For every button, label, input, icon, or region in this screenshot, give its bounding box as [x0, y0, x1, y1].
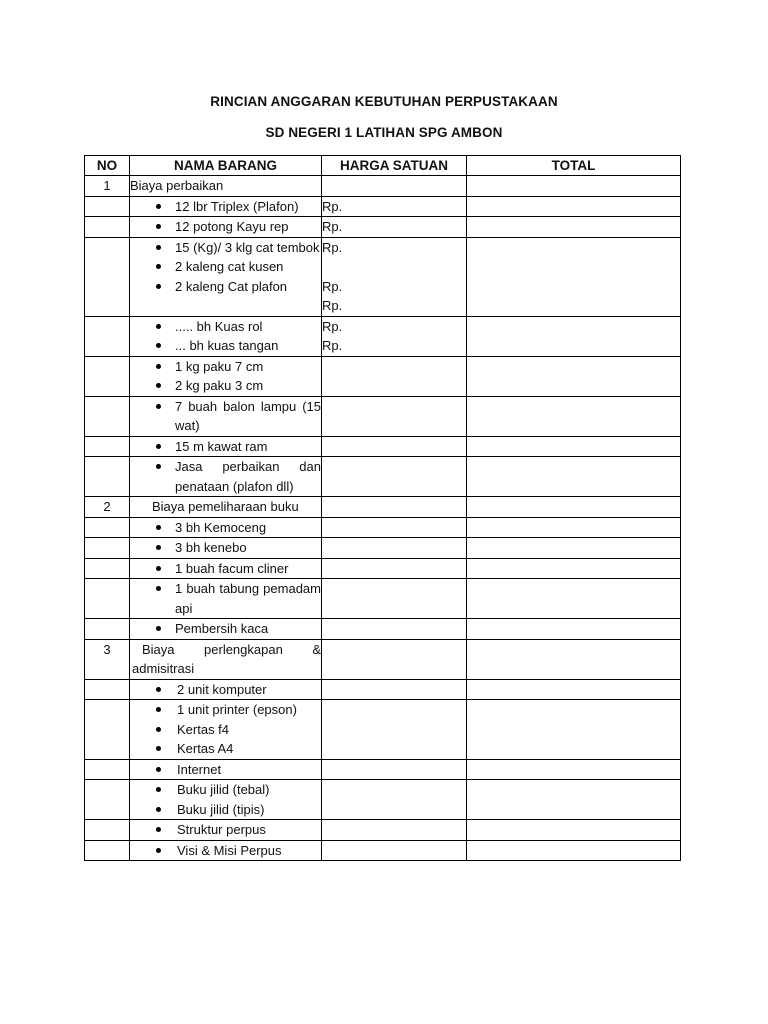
bullet-icon — [156, 264, 161, 269]
list-item: 12 potong Kayu rep — [130, 217, 321, 237]
table-row — [85, 517, 681, 538]
bullet-icon — [156, 324, 161, 329]
list-item: Buku jilid (tipis) — [130, 800, 321, 820]
list-item: 2 kg paku 3 cm — [130, 376, 321, 396]
table-row — [85, 217, 681, 238]
list-item: 15 (Kg)/ 3 klg cat tembok — [130, 238, 321, 258]
table-row — [85, 558, 681, 579]
list-item: ..... bh Kuas rol — [130, 317, 321, 337]
list-item: 3 bh Kemoceng — [130, 518, 321, 538]
table-row — [85, 820, 681, 841]
bullet-icon — [156, 787, 161, 792]
bullet-icon — [156, 566, 161, 571]
price-value: Rp. — [322, 318, 343, 334]
list-item: ... bh kuas tangan — [130, 336, 321, 356]
list-item: Kertas A4 — [130, 739, 321, 759]
list-item: 2 kaleng cat kusen — [130, 257, 321, 277]
list-item: Internet — [130, 760, 321, 780]
list-item: 12 lbr Triplex (Plafon) — [130, 197, 321, 217]
price-value: Rp. — [322, 198, 343, 214]
table-row — [85, 196, 681, 217]
bullet-icon — [156, 586, 161, 591]
bullet-icon — [156, 525, 161, 530]
list-item: Buku jilid (tebal) — [130, 780, 321, 800]
list-item: 7 buah balon lampu (15 wat) — [130, 397, 321, 436]
table-row — [85, 497, 681, 518]
table-row — [85, 840, 681, 861]
bullet-icon — [156, 383, 161, 388]
bullet-icon — [156, 464, 161, 469]
document-subtitle: SD NEGERI 1 LATIHAN SPG AMBON — [265, 125, 503, 140]
list-item: 1 unit printer (epson) — [130, 700, 321, 720]
list-item: Kertas f4 — [130, 720, 321, 740]
list-item: 2 kaleng Cat plafon — [130, 277, 321, 297]
list-item: 2 unit komputer — [130, 680, 321, 700]
list-item: 1 buah tabung pemadam api — [130, 579, 321, 618]
table-row — [85, 538, 681, 559]
bullet-icon — [156, 767, 161, 772]
table-row — [85, 619, 681, 640]
bullet-icon — [156, 687, 161, 692]
table-row — [85, 679, 681, 700]
bullet-icon — [156, 848, 161, 853]
price-value: Rp. — [322, 298, 343, 313]
bullet-icon — [156, 827, 161, 832]
table-row — [85, 436, 681, 457]
table-row — [85, 356, 681, 396]
price-value: Rp. — [322, 278, 343, 294]
header-total: TOTAL — [467, 156, 681, 176]
header-no: NO — [85, 156, 130, 176]
budget-table — [84, 155, 681, 861]
header-price: HARGA SATUAN — [322, 156, 467, 176]
bullet-icon — [156, 746, 161, 751]
bullet-icon — [156, 727, 161, 732]
section-title: Biaya perbaikan — [130, 178, 224, 193]
list-item: Jasa perbaikan dan penataan (plafon dll) — [130, 457, 321, 496]
table-row — [85, 316, 681, 356]
bullet-icon — [156, 444, 161, 449]
bullet-icon — [156, 343, 161, 348]
bullet-icon — [156, 245, 161, 250]
section-title: Biaya pemeliharaan buku — [152, 499, 299, 514]
table-row — [85, 759, 681, 780]
price-value: Rp. — [322, 239, 343, 255]
bullet-icon — [156, 224, 161, 229]
table-row — [85, 396, 681, 436]
bullet-icon — [156, 404, 161, 409]
row-number: 2 — [85, 497, 130, 518]
bullet-icon — [156, 707, 161, 712]
table-row — [85, 457, 681, 497]
row-number: 1 — [85, 176, 130, 197]
table-header-row — [85, 156, 681, 176]
table-row — [85, 639, 681, 679]
header-name: NAMA BARANG — [130, 156, 322, 176]
bullet-icon — [156, 204, 161, 209]
document-title: RINCIAN ANGGARAN KEBUTUHAN PERPUSTAKAAN — [210, 94, 558, 109]
list-item: Pembersih kaca — [130, 619, 321, 639]
table-row — [85, 579, 681, 619]
price-value: Rp. — [322, 219, 343, 234]
bullet-icon — [156, 364, 161, 369]
list-item: Visi & Misi Perpus — [130, 841, 321, 861]
price-value: Rp. — [322, 338, 343, 353]
table-row — [85, 780, 681, 820]
list-item: 1 buah facum cliner — [130, 559, 321, 579]
list-item: 15 m kawat ram — [130, 437, 321, 457]
row-number: 3 — [85, 639, 130, 679]
list-item: 1 kg paku 7 cm — [130, 357, 321, 377]
bullet-icon — [156, 626, 161, 631]
bullet-icon — [156, 545, 161, 550]
table-row — [85, 237, 681, 316]
table-row — [85, 700, 681, 760]
list-item: 3 bh kenebo — [130, 538, 321, 558]
table-row — [85, 176, 681, 197]
bullet-icon — [156, 284, 161, 289]
list-item: Struktur perpus — [130, 820, 321, 840]
bullet-icon — [156, 807, 161, 812]
section-title: Biaya perlengkapan & admisitrasi — [132, 641, 321, 676]
